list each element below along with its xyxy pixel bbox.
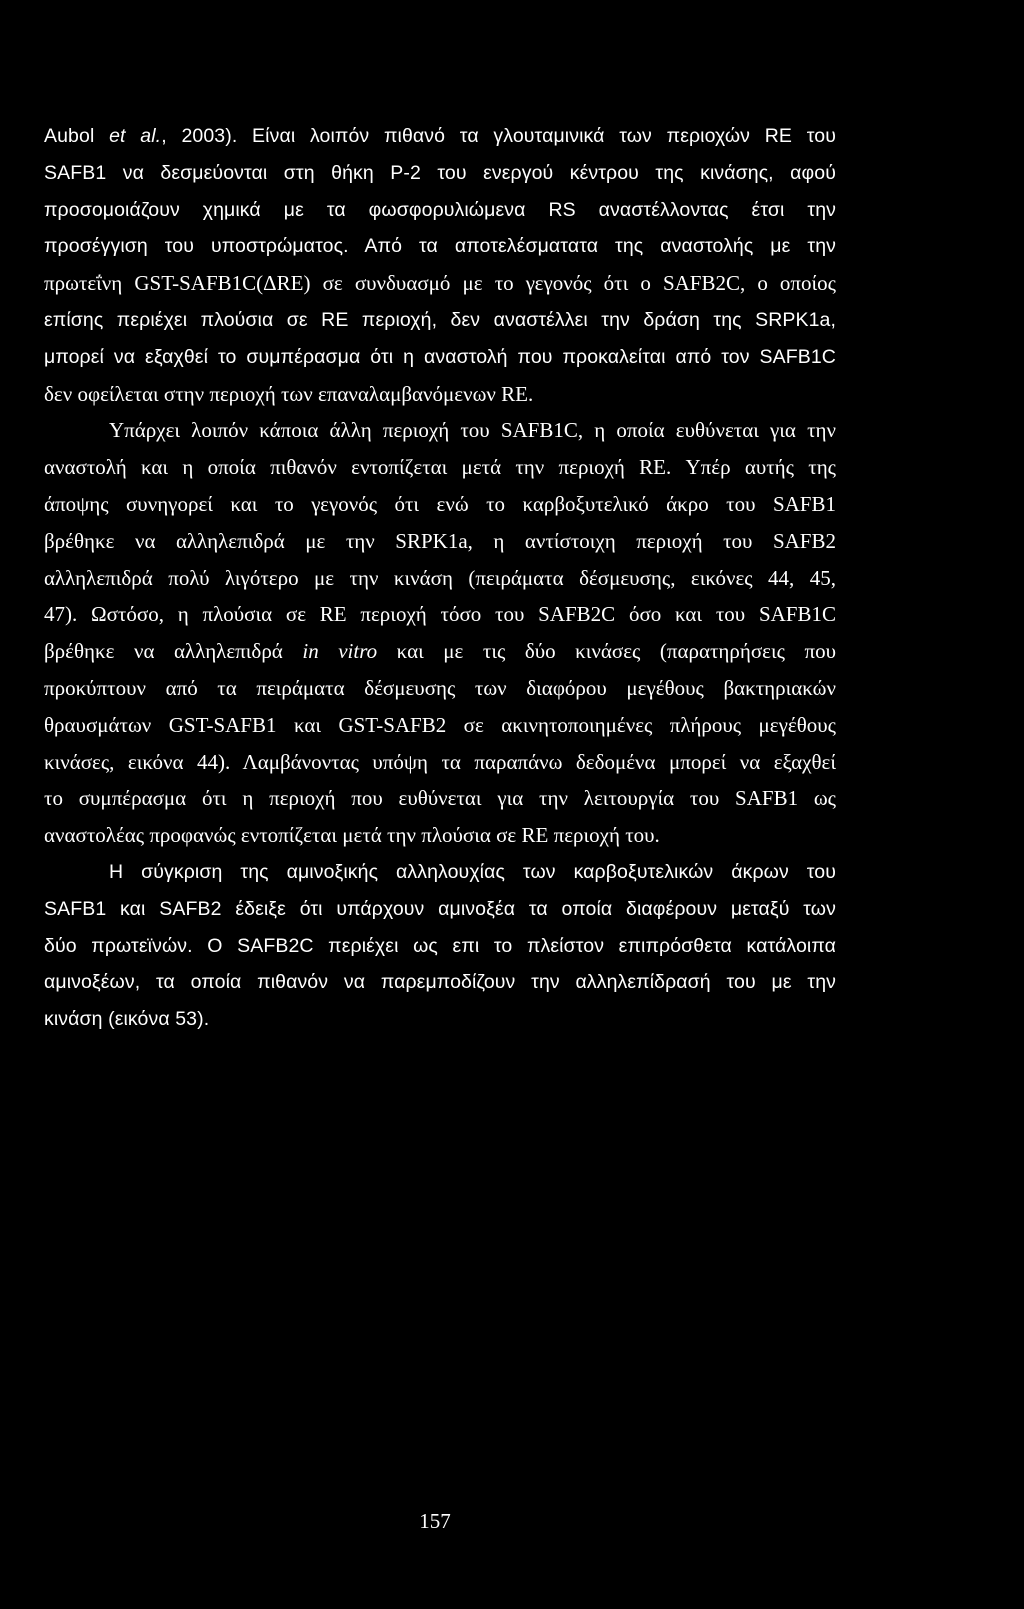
text-line: αναστολέας προφανώς εντοπίζεται μετά την πλούσια σε RE περιοχή του.: [44, 823, 660, 848]
text-line: [44, 633, 836, 670]
text-line: κινάση (εικόνα 53).: [44, 1008, 210, 1031]
document-body: [44, 118, 836, 1038]
citation-author: Aubol: [44, 125, 110, 147]
text-line: προκύπτουν από τα πειράματα δέσμευσης των διαφόρου μεγέθους βακτηριακών: [44, 675, 836, 700]
text-line: δεν οφείλεται στην περιοχή των επαναλαμβανόμενων RE.: [44, 381, 534, 406]
text-line: [44, 118, 836, 155]
text-line: αναστολή και η οποία πιθανόν εντοπίζεται μετά την περιοχή RE. Υπέρ αυτής της: [44, 455, 836, 480]
italic-in-vitro: in vitro: [302, 639, 378, 664]
text-line: προσέγγιση του υποστρώματος. Από τα αποτελέσματατα της αναστολής με την: [44, 235, 836, 258]
text-line: SAFB1 να δεσμεύονται στη θήκη P-2 του ενεργού κέντρου της κινάσης, αφού: [44, 161, 836, 184]
text-segment: και με τις δύο κινάσες (παρατηρήσεις που: [377, 639, 837, 664]
text-line: αλληλεπιδρά πολύ λιγότερο με την κινάση (πειράματα δέσμευσης, εικόνες 44, 45,: [44, 565, 836, 590]
text-segment: , 2003). Είναι λοιπόν πιθανό τα γλουταμινικά των περιοχών RE του: [161, 125, 836, 147]
text-line: Υπάρχει λοιπόν κάποια άλλη περιοχή του SAFB1C, η οποία ευθύνεται για την: [109, 418, 836, 443]
citation-et-al: et al.: [109, 125, 162, 147]
text-line: 47). Ωστόσο, η πλούσια σε RE περιοχή τόσο του SAFB2C όσο και του SAFB1C: [44, 602, 836, 627]
text-line: βρέθηκε να αλληλεπιδρά με την SRPK1a, η αντίστοιχη περιοχή του SAFB2: [44, 528, 836, 553]
text-line: το συμπέρασμα ότι η περιοχή που ευθύνεται για την λειτουργία του SAFB1 ως: [44, 786, 836, 811]
text-segment: βρέθηκε να αλληλεπιδρά: [44, 639, 303, 664]
text-line: Η σύγκριση της αμινοξικής αλληλουχίας των καρβοξυτελικών άκρων του: [109, 860, 836, 883]
text-line: προσομοιάζουν χημικά με τα φωσφορυλιώμενα RS αναστέλλοντας έτσι την: [44, 198, 836, 221]
paragraph-2: [44, 412, 836, 854]
text-line: SAFB1 και SAFB2 έδειξε ότι υπάρχουν αμινοξέα τα οποία διαφέρουν μεταξύ των: [44, 897, 836, 920]
text-line: δύο πρωτεϊνών. Ο SAFB2C περιέχει ως επι το πλείστον επιπρόσθετα κατάλοιπα: [44, 934, 836, 957]
text-line: αμινοξέων, τα οποία πιθανόν να παρεμποδίζουν την αλληλεπίδρασή του με την: [44, 971, 836, 994]
text-line: θραυσμάτων GST-SAFB1 και GST-SAFB2 σε ακινητοποιημένες πλήρους μεγέθους: [44, 712, 836, 737]
paragraph-3: [44, 854, 836, 1038]
paragraph-1: [44, 118, 836, 412]
text-line: πρωτεΐνη GST-SAFB1C(ΔRE) σε συνδυασμό με το γεγονός ότι ο SAFB2C, ο οποίος: [44, 271, 836, 296]
text-line: επίσης περιέχει πλούσια σε RE περιοχή, δεν αναστέλλει την δράση της SRPK1a,: [44, 308, 836, 331]
text-line: άποψης συνηγορεί και το γεγονός ότι ενώ το καρβοξυτελικό άκρο του SAFB1: [44, 491, 836, 516]
text-line: κινάσες, εικόνα 44). Λαμβάνοντας υπόψη τα παραπάνω δεδομένα μπορεί να εξαχθεί: [44, 749, 836, 774]
text-line: μπορεί να εξαχθεί το συμπέρασμα ότι η αναστολή που προκαλείται από τον SAFB1C: [44, 345, 836, 368]
page-number: 157: [419, 1509, 451, 1533]
